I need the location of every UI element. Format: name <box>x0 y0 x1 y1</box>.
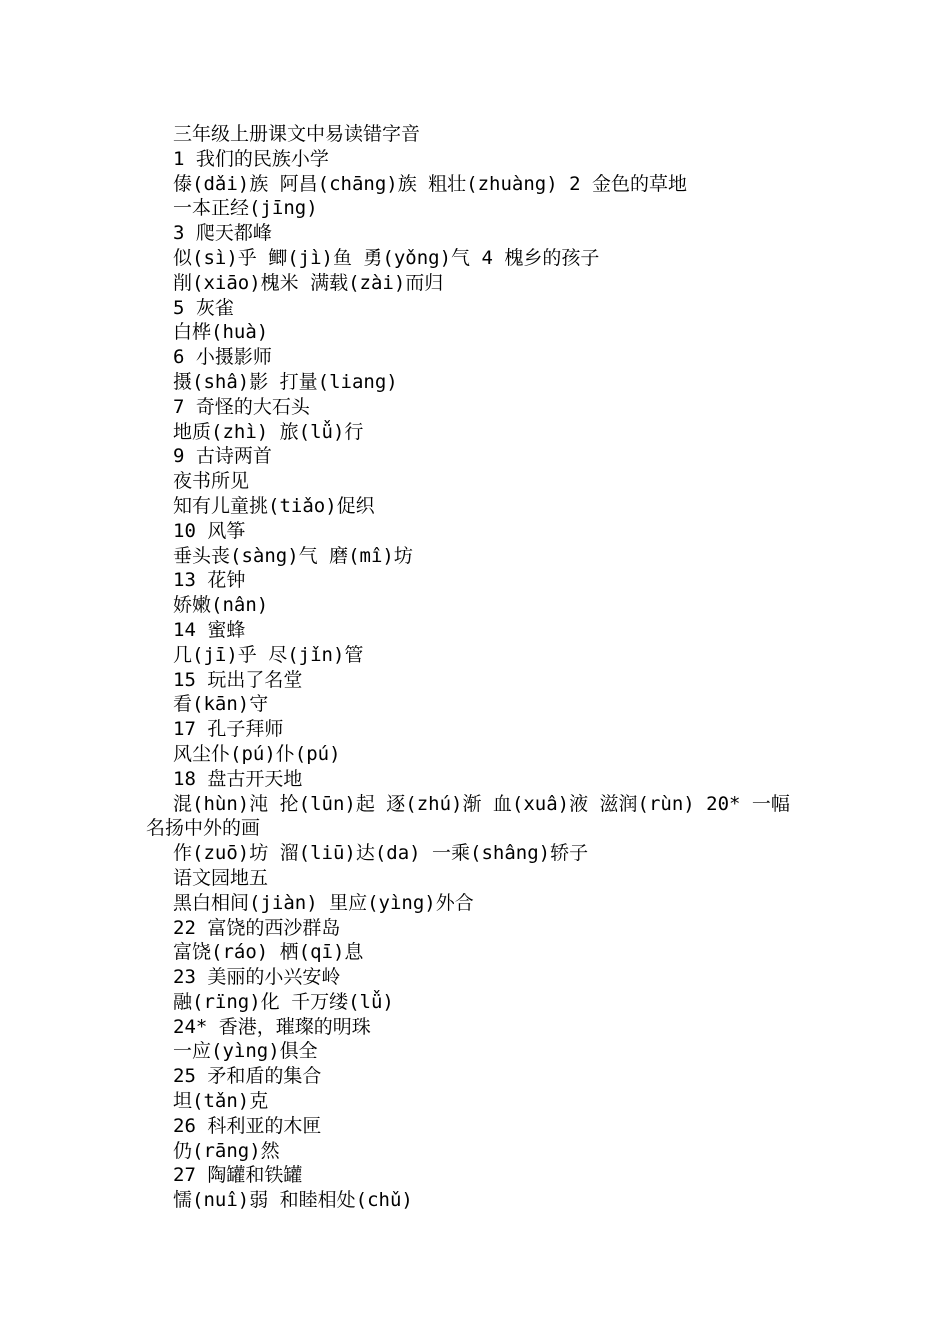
pronunciation-line: 垂头丧(sàng)气 磨(mî)坊 <box>173 544 413 567</box>
lesson-heading: 7 奇怪的大石头 <box>173 395 310 418</box>
pronunciation-line: 一本正经(jīng) <box>173 197 318 220</box>
pronunciation-line: 白桦(huà) <box>173 321 269 344</box>
lesson-heading: 13 花钟 <box>173 569 246 592</box>
lesson-heading: 3 爬天都峰 <box>173 222 272 245</box>
pronunciation-line: 风尘仆(pú)仆(pú) <box>173 742 341 765</box>
pronunciation-line: 几(jī)乎 尽(jǐn)管 <box>173 643 364 666</box>
lesson-heading: 27 陶罐和铁罐 <box>173 1164 303 1187</box>
pronunciation-line: 傣(dǎi)族 阿昌(chāng)族 粗壮(zhuàng) 2 金色的草地 <box>173 172 687 195</box>
lesson-heading: 18 盘古开天地 <box>173 767 303 790</box>
pronunciation-line: 混(hùn)沌 抡(lūn)起 逐(zhú)渐 血(xuâ)液 滋润(rùn) 20* 一幅 <box>173 792 790 815</box>
pronunciation-line: 融(rïng)化 千万缕(lǚ) <box>173 990 394 1013</box>
lesson-heading: 26 科利亚的木匣 <box>173 1114 322 1137</box>
pronunciation-line: 作(zuō)坊 溜(liū)达(da) 一乘(shâng)轿子 <box>173 842 589 865</box>
pronunciation-line: 懦(nuî)弱 和睦相处(chǔ) <box>173 1189 413 1212</box>
lesson-heading: 5 灰雀 <box>173 296 234 319</box>
pronunciation-line: 坦(tǎn)克 <box>173 1090 269 1113</box>
pronunciation-line: 知有儿童挑(tiǎo)促织 <box>173 494 375 517</box>
lesson-heading: 25 矛和盾的集合 <box>173 1065 322 1088</box>
lesson-heading: 22 富饶的西沙群岛 <box>173 916 341 939</box>
poem-title: 夜书所见 <box>173 470 250 493</box>
pronunciation-line: 看(kān)守 <box>173 693 269 716</box>
pronunciation-line: 削(xiāo)槐米 满载(zài)而归 <box>173 271 444 294</box>
pronunciation-line: 摄(shâ)影 打量(liang) <box>173 370 398 393</box>
pronunciation-line: 地质(zhì) 旅(lǚ)行 <box>173 420 364 443</box>
pronunciation-line: 仍(rāng)然 <box>173 1139 280 1162</box>
pronunciation-line: 富饶(ráo) 栖(qī)息 <box>173 941 364 964</box>
lesson-heading: 语文园地五 <box>173 866 269 889</box>
lesson-heading: 15 玩出了名堂 <box>173 668 303 691</box>
lesson-heading: 23 美丽的小兴安岭 <box>173 966 341 989</box>
lesson-heading: 10 风筝 <box>173 519 246 542</box>
pronunciation-line: 娇嫩(nân) <box>173 594 269 617</box>
lesson-heading: 14 蜜蜂 <box>173 618 246 641</box>
document-body <box>146 122 846 1213</box>
document-title: 三年级上册课文中易读错字音 <box>173 123 421 145</box>
lesson-heading: 24* 香港，璀璨的明珠 <box>173 1015 371 1038</box>
lesson-heading: 6 小摄影师 <box>173 346 272 369</box>
pronunciation-line: 一应(yìng)俱全 <box>173 1040 318 1063</box>
pronunciation-line: 黑白相间(jiàn) 里应(yìng)外合 <box>173 891 474 914</box>
lesson-heading: 1 我们的民族小学 <box>173 147 329 170</box>
pronunciation-line-continued: 名扬中外的画 <box>146 817 261 840</box>
lesson-heading: 9 古诗两首 <box>173 445 272 468</box>
lesson-heading: 17 孔子拜师 <box>173 718 284 741</box>
pronunciation-line: 似(sì)乎 鲫(jì)鱼 勇(yǒng)气 4 槐乡的孩子 <box>173 246 600 269</box>
